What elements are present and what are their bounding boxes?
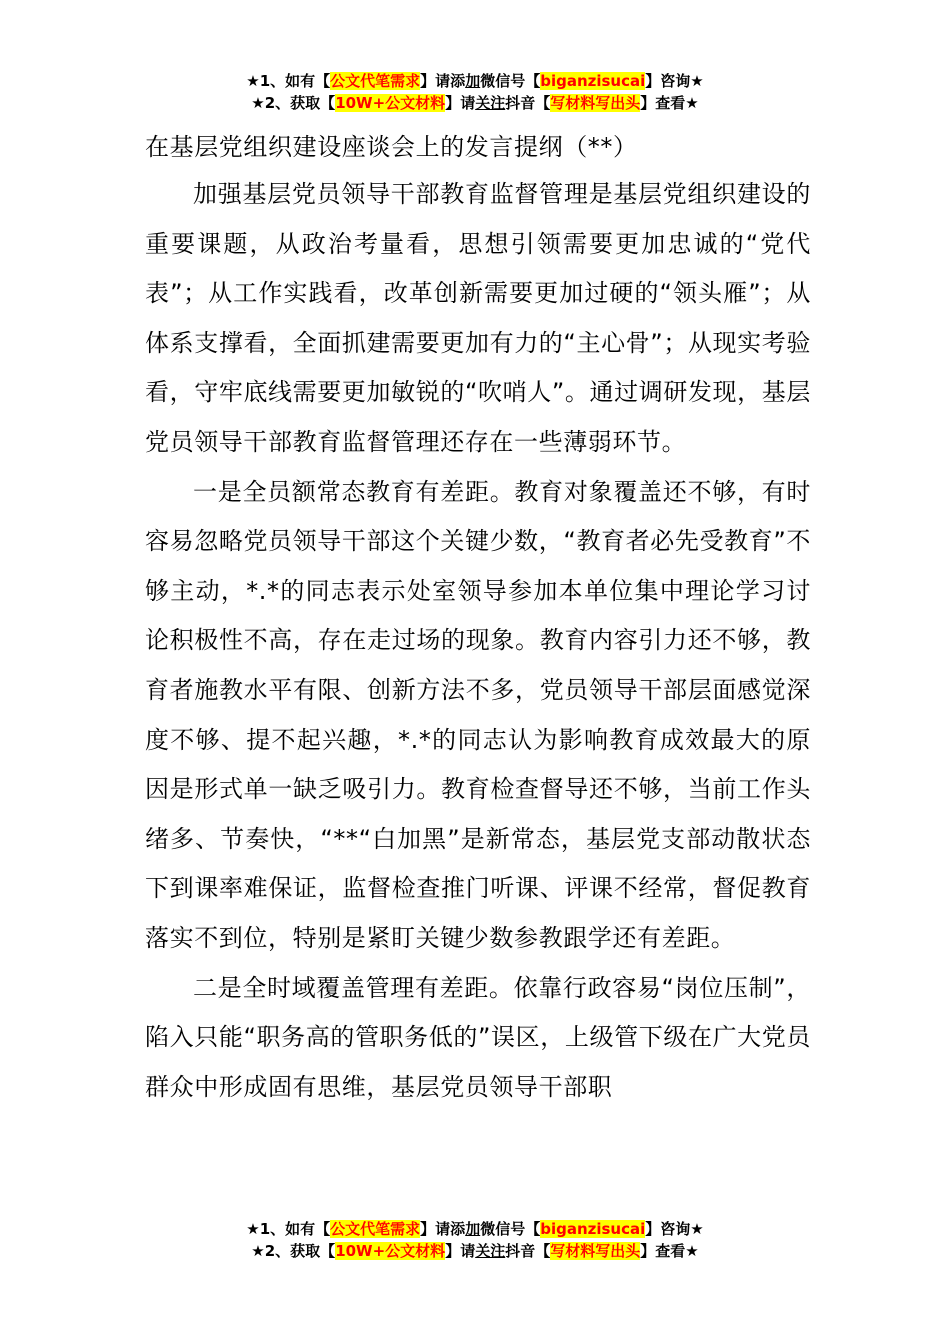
promo-underlined-text: 关注 — [475, 1242, 506, 1260]
promo-banner-bottom — [0, 1218, 950, 1262]
promo-text: 】查看★ — [640, 1242, 699, 1260]
promo-text: 】请 — [445, 1242, 476, 1260]
promo-text: 微信号【 — [480, 72, 541, 90]
promo-text: 】查看★ — [640, 94, 699, 112]
promo-line-2 — [0, 92, 950, 114]
promo-underlined-text: 加 — [465, 1220, 481, 1238]
promo-text: 】咨询★ — [645, 1220, 704, 1238]
promo-highlight-materials: 10W+公文材料 — [335, 1242, 446, 1260]
promo-text: ★2、获取【 — [251, 94, 336, 112]
paragraph-point-two: 二是全时域覆盖管理有差距。依靠行政容易“岗位压制”，陷入只能“职务高的管职务低的”误区，上级管下级在广大党员群众中形成固有思维，基层党员领导干部职 — [145, 973, 811, 1101]
promo-text: 】请添 — [420, 1220, 466, 1238]
promo-highlight-service: 公文代笔需求 — [330, 72, 421, 90]
promo-text: 】咨询★ — [645, 72, 704, 90]
promo-text: ★2、获取【 — [251, 1242, 336, 1260]
promo-highlight-service: 公文代笔需求 — [330, 1220, 421, 1238]
promo-line-1 — [0, 70, 950, 92]
promo-text: 】请添 — [420, 72, 466, 90]
promo-banner-top — [0, 70, 950, 114]
promo-text: 抖音【 — [505, 1242, 551, 1260]
promo-line-1 — [0, 1218, 950, 1240]
promo-highlight-materials: 10W+公文材料 — [335, 94, 446, 112]
document-title: 在基层党组织建设座谈会上的发言提纲（**） — [145, 133, 638, 161]
promo-highlight-wechat-id: biganzisucai — [540, 1220, 646, 1238]
paragraph-point-one: 一是全员额常态教育有差距。教育对象覆盖还不够，有时容易忽略党员领导干部这个关键少数，“教育者必先受教育”不够主动，*.*的同志表示处室领导参加本单位集中理论学习讨论积极性不高，存在走过场的现象。教育内容引力还不够，教育者施教水平有限、创新方法不多，党员领导干部层面感觉深度不够、提不起兴趣，*.*的同志认为影响教育成效最大的原因是形式单一缺乏吸引力。教育检查督导还不够，当前工作头绪多、节奏快，“**“白加黑”是新常态，基层党支部动散状态下到课率难保证，监督检查推门听课、评课不经常，督促教育落实不到位，特别是紧盯关键少数参教跟学还有差距。 — [145, 477, 811, 952]
promo-text: ★1、如有【 — [246, 1220, 331, 1238]
promo-highlight-account: 写材料写出头 — [550, 1242, 641, 1260]
promo-underlined-text: 加 — [465, 72, 481, 90]
promo-text: 微信号【 — [480, 1220, 541, 1238]
paragraph-intro: 加强基层党员领导干部教育监督管理是基层党组织建设的重要课题，从政治考量看，思想引领需要更加忠诚的“党代表”；从工作实践看，改革创新需要更加过硬的“领头雁”；从体系支撑看，全面抓建需要更加有力的“主心骨”；从现实考验看，守牢底线需要更加敏锐的“吹哨人”。通过调研发现，基层党员领导干部教育监督管理还存在一些薄弱环节。 — [145, 180, 811, 456]
promo-text: ★1、如有【 — [246, 72, 331, 90]
document-body — [145, 124, 811, 1112]
promo-line-2 — [0, 1240, 950, 1262]
promo-underlined-text: 关注 — [475, 94, 506, 112]
promo-text: 】请 — [445, 94, 476, 112]
promo-highlight-account: 写材料写出头 — [550, 94, 641, 112]
promo-text: 抖音【 — [505, 94, 551, 112]
promo-highlight-wechat-id: biganzisucai — [540, 72, 646, 90]
